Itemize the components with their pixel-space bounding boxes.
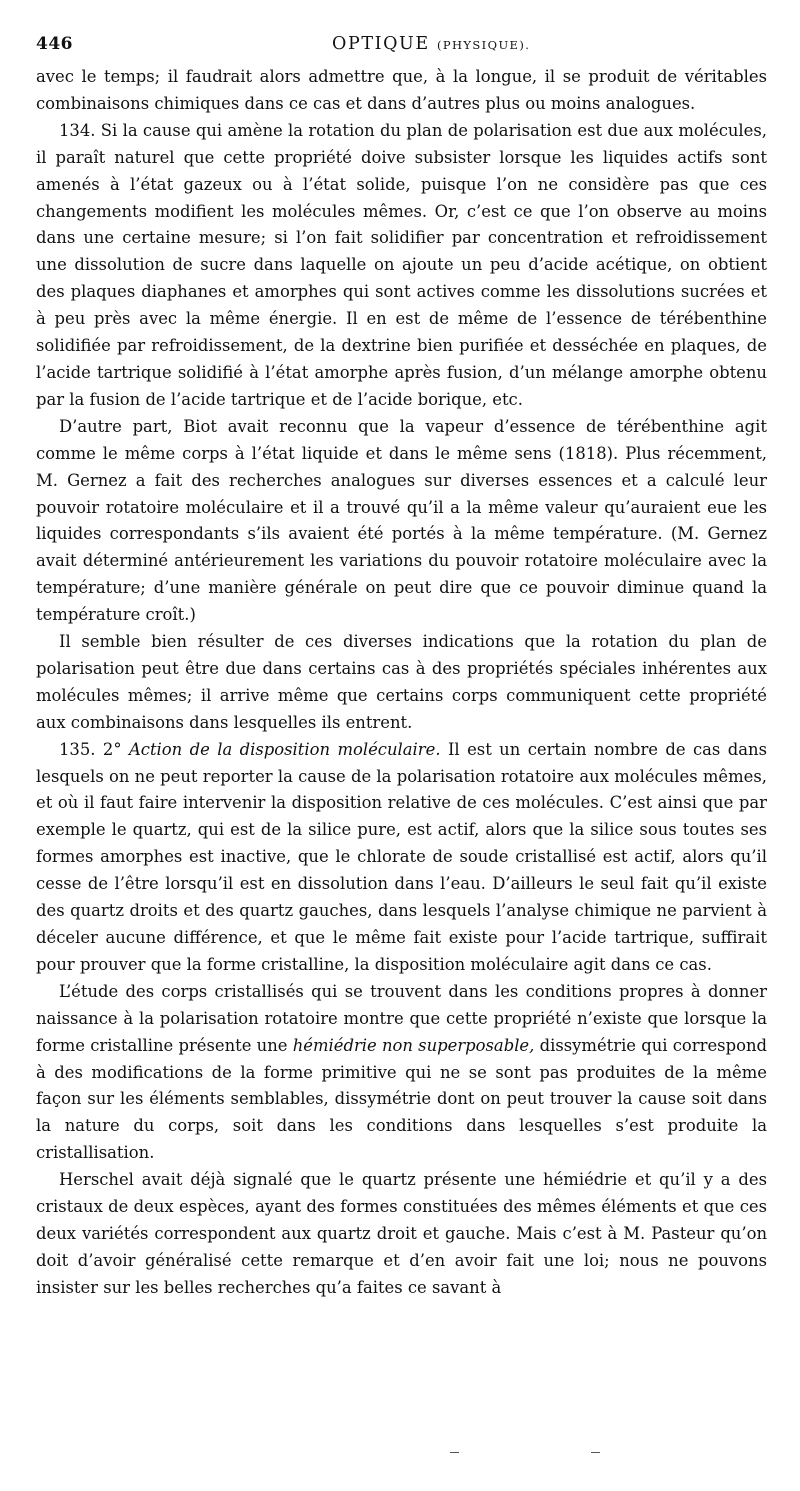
paragraph-text: Il est un certain nombre de cas dans lesquels on ne peut reporter la cause de la polarisation rotatoire aux molécules mêmes, et où il faut faire intervenir la disposition relative de ces molécules. C’est ainsi que par exemple le quartz, qui est de la silice pure, est actif, alors que la silice sous toutes ses formes amorphes est inactive, que le chlorate de soude cristallisé est actif, alors qu’il cesse de l’être lorsqu’il est en dissolution dans l’eau. D’ailleurs le seul fait qu’il existe des quartz droits et des quartz gauches, dans lesquels l’analyse chimique ne parvient à déceler aucune différence, et que le même fait existe pour l’acide tartrique, suffirait pour prouver que la forme cristalline, la disposition moléculaire agit dans ce cas. bbox=[36, 739, 767, 974]
section-number: 135. bbox=[59, 739, 96, 759]
paragraph-text: Herschel avait déjà signalé que le quartz présente une hémiédrie et qu’il y a des cristaux de deux espèces, ayant des formes constituées des mêmes éléments et que ces deux variétés correspondent aux quartz droit et gauche. Mais c’est à M. Pasteur qu’on doit d’avoir généralisé cette remarque et d’en avoir fait une loi; nous ne pouvons insister sur les belles recherches qu’a faites ce savant à bbox=[36, 1170, 767, 1297]
page-number: 446 bbox=[36, 34, 73, 54]
footer-dash bbox=[591, 1452, 600, 1453]
paragraph-text: D’autre part, Biot avait reconnu que la vapeur d’essence de térébenthine agit comme le même corps à l’état liquide et dans le même sens (1818). Plus récemment, M. Gernez a fait des recherches analogues sur diverses essences et a calculé leur pouvoir rotatoire moléculaire et il a trouvé qu’il a la même valeur qu’auraient eue les liquides correspondants s’ils avaient été portés à la même température. (M. Gernez avait déterminé antérieurement les variations du pouvoir rotatoire moléculaire avec la température; d’une manière générale on peut dire que ce pouvoir diminue quand la température croît.) bbox=[36, 416, 767, 625]
paragraph-text: Si la cause qui amène la rotation du plan de polarisation est due aux molécules, il paraît naturel que cette propriété doive subsister lorsque les liquides actifs sont amenés à l’état gazeux ou à l’état solide, puisque l’on ne considère pas que ces changements modifient les molécules mêmes. Or, c’est ce que l’on observe au moins dans une certaine mesure; si l’on fait solidifier par concentration et refroidissement une dissolution de sucre dans laquelle on ajoute un peu d’acide acétique, on obtient des plaques diaphanes et amorphes qui sont actives comme les dissolutions sucrées et à peu près avec la même énergie. Il en est de même de l’essence de térébenthine solidifiée par refroidissement, de la dextrine bien purifiée et desséchée en plaques, de l’acide tartrique solidifié à l’état amorphe après fusion, d’un mélange amorphe obtenu par la fusion de l’acide tartrique et de l’acide borique, etc. bbox=[36, 120, 767, 409]
section-title: Action de la disposition moléculaire. bbox=[128, 739, 441, 759]
paragraph-conclusion bbox=[36, 629, 767, 737]
section-number: 134. bbox=[59, 120, 96, 140]
running-head-subtitle: (PHYSIQUE). bbox=[436, 38, 531, 52]
paragraph-text: dissymétrie qui correspond à des modifications de la forme primitive qui ne se sont pas produites de la même façon sur les éléments semblables, dissymétrie dont on peut trouver la cause soit dans la nature du corps, soit dans les conditions dans lesquelles s’est produite la cristallisation. bbox=[36, 1035, 767, 1163]
paragraph-text: Il semble bien résulter de ces diverses indications que la rotation du plan de polarisation peut être due dans certains cas à des propriétés spéciales inhérentes aux molécules mêmes; il arrive même que certains corps communiquent cette propriété aux combinaisons dans lesquelles ils entrent. bbox=[36, 632, 767, 732]
footer-dash bbox=[450, 1452, 459, 1453]
paragraph-text: avec le temps; il faudrait alors admettre que, à la longue, il se produit de véritables combinaisons chimiques dans ce cas et dans d’autres plus ou moins analogues. bbox=[36, 67, 767, 113]
section-lead: 2° bbox=[95, 739, 129, 759]
paragraph-biot bbox=[36, 414, 767, 629]
paragraph-hemiedrie bbox=[36, 979, 767, 1167]
paragraph-section-134 bbox=[36, 118, 767, 414]
paragraph-text: L’étude des corps cristallisés qui se trouvent dans les conditions propres à donner naissance à la polarisation rotatoire montre que cette propriété n’existe que lorsque la forme cristalline présente une bbox=[36, 981, 767, 1055]
footer-marks bbox=[0, 1452, 800, 1462]
emphasis-term: hémiédrie non superposable, bbox=[292, 1035, 535, 1055]
running-head bbox=[332, 31, 530, 59]
page-header bbox=[36, 31, 766, 59]
paragraph-continuation bbox=[36, 64, 767, 118]
paragraph-herschel bbox=[36, 1167, 767, 1302]
body-text bbox=[36, 64, 767, 1302]
paragraph-section-135 bbox=[36, 737, 767, 979]
running-head-title: OPTIQUE bbox=[332, 34, 430, 54]
